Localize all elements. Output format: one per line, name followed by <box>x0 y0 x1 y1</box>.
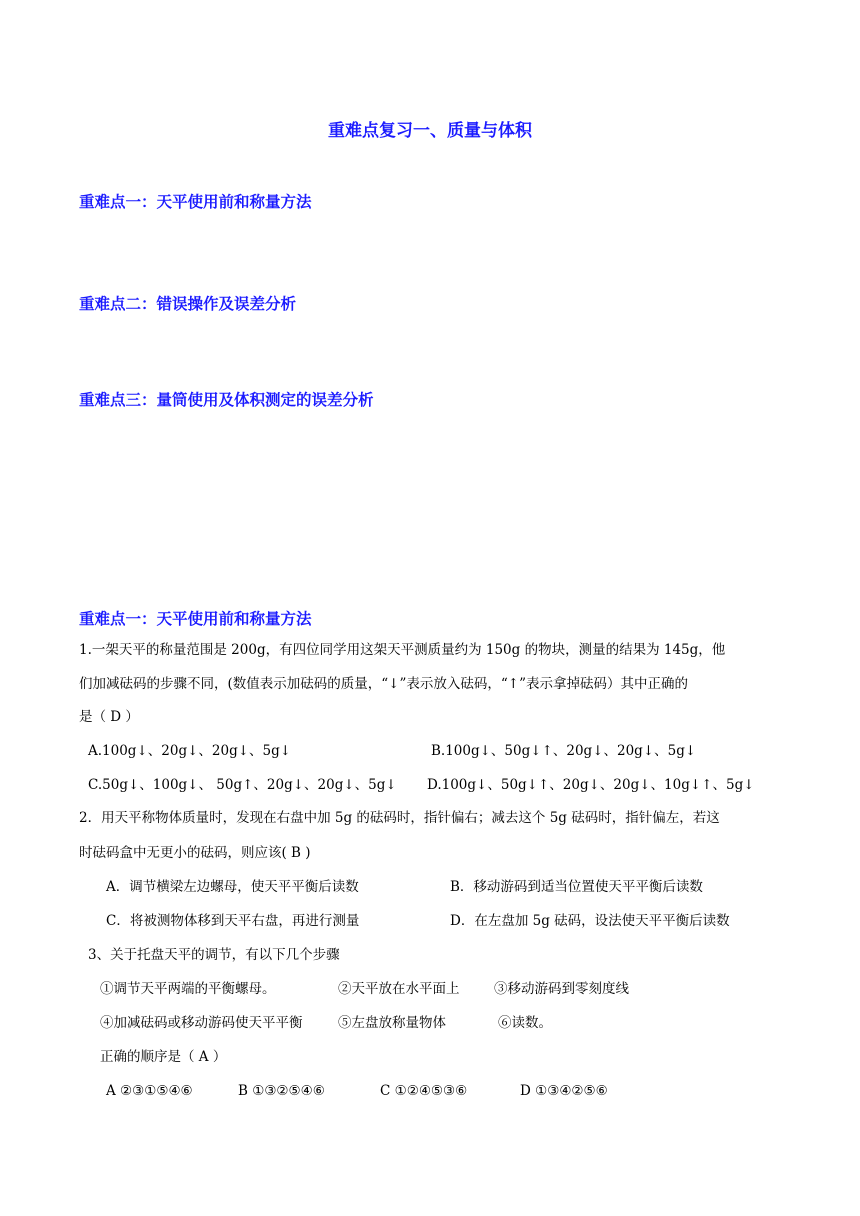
q3-question: 正确的顺序是（ A ） <box>100 1049 227 1065</box>
q1-stem-line2: 们加减砝码的步骤不同，(数值表示加砝码的质量，“↓”表示放入砝码，“↑”表示拿掉砝码）其中正确的 <box>79 676 688 692</box>
q3-step-1: ①调节天平两端的平衡螺母。 <box>100 981 276 997</box>
q3-step-6: ⑥读数。 <box>498 1015 552 1031</box>
q1-option-b: B.100g↓、50g↓↑、20g↓、20g↓、5g↓ <box>431 743 697 759</box>
q1-option-c: C.50g↓、100g↓、 50g↑、20g↓、20g↓、5g↓ <box>88 777 397 793</box>
q1-option-d: D.100g↓、50g↓↑、20g↓、20g↓、10g↓↑、5g↓ <box>427 777 755 793</box>
q1-stem-line1: 1.一架天平的称量范围是 200g，有四位同学用这架天平测质量约为 150g 的物块，测量的结果为 145g，他 <box>79 642 726 658</box>
q1-stem-line3: 是（ D ） <box>79 709 139 725</box>
q2-option-c: C．将被测物体移到天平右盘，再进行测量 <box>106 913 360 929</box>
page-title: 重难点复习一、质量与体积 <box>328 121 532 141</box>
q3-option-a: A ②③①⑤④⑥ <box>106 1083 193 1099</box>
q2-option-d: D．在左盘加 5g 砝码，设法使天平平衡后读数 <box>450 913 730 929</box>
q3-option-b: B ①③②⑤④⑥ <box>238 1083 325 1099</box>
q3-step-3: ③移动游码到零刻度线 <box>494 981 629 997</box>
q3-stem: 3、关于托盘天平的调节，有以下几个步骤 <box>88 947 340 963</box>
q3-step-4: ④加减砝码或移动游码使天平平衡 <box>100 1015 303 1031</box>
q2-option-b: B．移动游码到适当位置使天平平衡后读数 <box>450 879 703 895</box>
q2-stem-line2: 时砝码盒中无更小的砝码，则应该( B ) <box>79 845 311 861</box>
q3-step-5: ⑤左盘放称量物体 <box>338 1015 446 1031</box>
q3-step-2: ②天平放在水平面上 <box>338 981 460 997</box>
outline-heading-2: 重难点二：错误操作及误差分析 <box>79 295 297 313</box>
outline-heading-1: 重难点一：天平使用前和称量方法 <box>79 193 312 211</box>
q3-option-c: C ①②④⑤③⑥ <box>380 1083 468 1099</box>
q2-stem-line1: 2．用天平称物体质量时，发现在右盘中加 5g 的砝码时，指针偏右；减去这个 5g 砝码时，指针偏左，若这 <box>79 810 720 826</box>
section-heading-1: 重难点一：天平使用前和称量方法 <box>79 610 312 628</box>
outline-heading-3: 重难点三：量筒使用及体积测定的误差分析 <box>79 391 374 409</box>
q3-option-d: D ①③④②⑤⑥ <box>520 1083 608 1099</box>
q1-option-a: A.100g↓、20g↓、20g↓、5g↓ <box>88 743 292 759</box>
q2-option-a: A．调节横梁左边螺母，使天平平衡后读数 <box>106 879 359 895</box>
